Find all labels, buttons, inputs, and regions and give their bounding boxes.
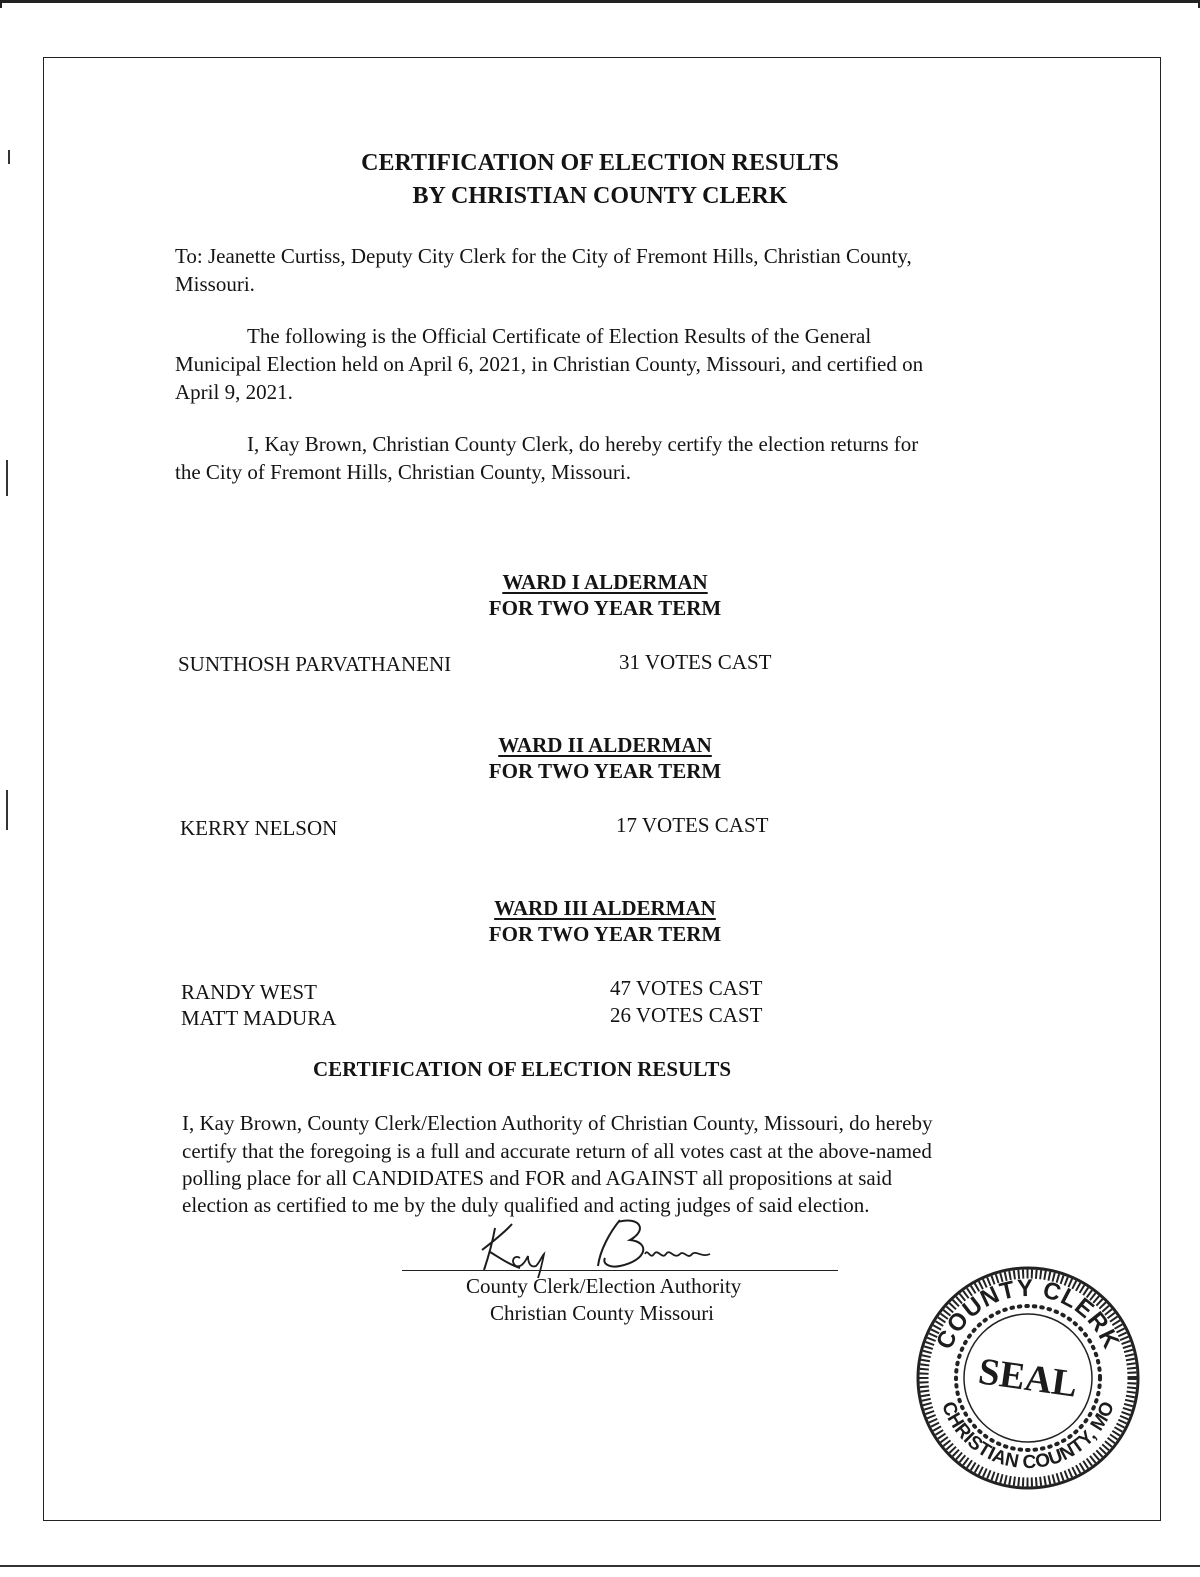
scan-border-top — [0, 0, 1200, 8]
race-term: FOR TWO YEAR TERM — [488, 596, 722, 620]
certification-line2: certify that the foregoing is a full and accurate return of all votes cast at the above-named — [182, 1139, 932, 1163]
county-clerk-seal — [912, 1262, 1144, 1494]
scan-border-bottom — [0, 1565, 1200, 1577]
candidate-name: KERRY NELSON — [180, 816, 338, 840]
candidate-votes: 26 VOTES CAST — [610, 1003, 763, 1027]
signature-line — [402, 1270, 838, 1271]
svg-text:SEAL: SEAL — [975, 1350, 1081, 1406]
document-title-line2: BY CHRISTIAN COUNTY CLERK — [412, 183, 788, 209]
candidate-votes: 47 VOTES CAST — [610, 976, 763, 1000]
paragraph2-line2: the City of Fremont Hills, Christian County, Missouri. — [175, 460, 631, 484]
candidate-name: SUNTHOSH PARVATHANENI — [178, 652, 452, 676]
signature-place: Christian County Missouri — [490, 1301, 715, 1325]
signature-title: County Clerk/Election Authority — [466, 1274, 742, 1298]
scan-mark — [6, 460, 8, 496]
paragraph1-line2: Municipal Election held on April 6, 2021, in Christian County, Missouri, and certified on — [175, 352, 924, 376]
certification-line4: election as certified to me by the duly qualified and acting judges of said election. — [182, 1193, 870, 1217]
certification-heading: CERTIFICATION OF ELECTION RESULTS — [313, 1057, 732, 1081]
race-term: FOR TWO YEAR TERM — [488, 759, 722, 783]
paragraph1-line1: The following is the Official Certificate of Election Results of the General — [247, 324, 872, 348]
race-title: WARD II ALDERMAN — [498, 733, 712, 757]
scan-mark — [6, 790, 8, 830]
race-title: WARD III ALDERMAN — [494, 896, 716, 920]
paragraph1-line3: April 9, 2021. — [175, 380, 293, 404]
paragraph2-line1: I, Kay Brown, Christian County Clerk, do hereby certify the election returns for — [247, 432, 919, 456]
svg-text:CHRISTIAN COUNTY, MO: CHRISTIAN COUNTY, MO — [937, 1398, 1119, 1474]
race-term: FOR TWO YEAR TERM — [488, 922, 722, 946]
certification-line1: I, Kay Brown, County Clerk/Election Authority of Christian County, Missouri, do hereby — [182, 1111, 933, 1135]
document-title-line1: CERTIFICATION OF ELECTION RESULTS — [361, 150, 839, 176]
certification-line3: polling place for all CANDIDATES and FOR and AGAINST all propositions at said — [182, 1166, 893, 1190]
svg-text:COUNTY CLERK: COUNTY CLERK — [931, 1274, 1125, 1354]
candidate-votes: 31 VOTES CAST — [619, 650, 772, 674]
candidate-name: MATT MADURA — [181, 1006, 337, 1030]
addressee-line2: Missouri. — [175, 272, 255, 296]
addressee-line1: To: Jeanette Curtiss, Deputy City Clerk for the City of Fremont Hills, Christian County, — [175, 244, 912, 268]
candidate-votes: 17 VOTES CAST — [616, 813, 769, 837]
race-title: WARD I ALDERMAN — [502, 570, 708, 594]
candidate-name: RANDY WEST — [181, 980, 317, 1004]
